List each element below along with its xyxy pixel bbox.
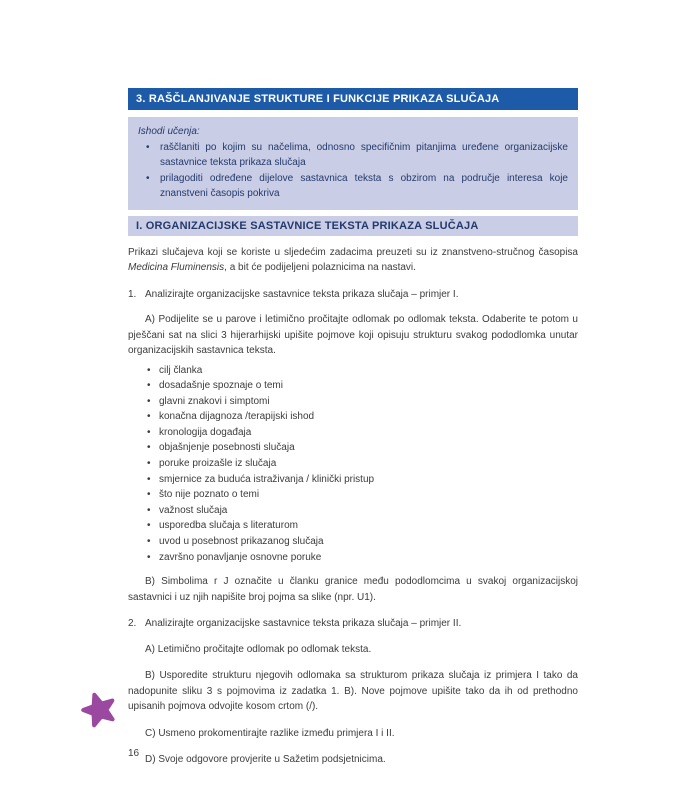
task-1-number: 1. (128, 288, 137, 300)
list-item: • prilagoditi određene dijelove sastavnica teksta s obzirom na područje interesa koje znanstveni časopis pokriva (138, 171, 568, 202)
list-item: • objašnjenje posebnosti slučaja (128, 440, 578, 456)
intro-text-after: , a bit će podijeljeni polaznicima na nastavi. (224, 262, 416, 273)
task-2-step-c: C) Usmeno prokomentirajte razlike između primjera I i II. (145, 727, 395, 739)
task-1-terms-list (128, 363, 578, 566)
page-content (128, 88, 578, 779)
list-item: • važnost slučaja (128, 503, 578, 519)
task-2-title: Analizirajte organizacijske sastavnice teksta prikaza slučaja – primjer II. (145, 618, 462, 630)
learning-outcomes-heading: Ishodi učenja: (138, 126, 200, 137)
list-item: • raščlaniti po kojim su načelima, odnosno specifičnim pitanjima uređene organizacijske sastavnice teksta prikaza slučaja (138, 140, 568, 171)
star-icon (80, 690, 118, 728)
list-item: • smjernice za buduća istraživanja / klinički pristup (128, 472, 578, 488)
task-1-title: Analizirajte organizacijske sastavnice teksta prikaza slučaja – primjer I. (145, 288, 459, 300)
list-item: • usporedba slučaja s literaturom (128, 518, 578, 534)
task-2-title-row (128, 616, 578, 632)
list-item: • kronologija događaja (128, 425, 578, 441)
task-2-step-b: B) Usporedite strukturu njegovih odlomaka sa strukturom prikaza slučaja iz primjera I tako da nadopunite sliku 3 s pojmovima iz zadatka 1. B). Nove pojmove upišite tako da ih od prethodno upisanih pojmova odvojite kosom crtom (/). (128, 670, 578, 713)
section-title: I. ORGANIZACIJSKE SASTAVNICE TEKSTA PRIKAZA SLUČAJA (136, 219, 479, 232)
list-item: • glavni znakovi i simptomi (128, 394, 578, 410)
task-2-step-d: D) Svoje odgovore provjerite u Sažetim podsjetnicima. (145, 754, 386, 766)
chapter-title: 3. RAŠČLANJIVANJE STRUKTURE I FUNKCIJE PRIKAZA SLUČAJA (136, 93, 500, 105)
task-1-title-row (128, 287, 578, 303)
intro-text-before: Prikazi slučajeva koji se koriste u sljedećim zadacima preuzeti su iz znanstveno-stručnog časopisa (128, 246, 578, 258)
list-item: • cilj članka (128, 363, 578, 379)
task-2-step-a: A) Letimično pročitajte odlomak po odlomak teksta. (145, 643, 372, 655)
learning-outcomes-box (128, 117, 578, 210)
list-item: • dosadašnje spoznaje o temi (128, 378, 578, 394)
list-item: • uvod u posebnost prikazanog slučaja (128, 534, 578, 550)
learning-outcomes-list (138, 140, 568, 202)
task-1-step-b: B) Simbolima r J označite u članku granice među pododlomcima u svakoj organizacijskoj sastavnici i uz njih napišite broj pojma sa slike (npr. U1). (128, 576, 578, 603)
list-item: • završno ponavljanje osnovne poruke (128, 550, 578, 566)
list-item: • što nije poznato o temi (128, 487, 578, 503)
page-number: 16 (128, 748, 140, 759)
intro-paragraph (128, 245, 578, 276)
section-header (128, 216, 578, 236)
task-1-step-a: A) Podijelite se u parove i letimično pročitajte odlomak po odlomak teksta. Odaberite te potom u pješčani sat na slici 3 hijerarhijski upišite pojmove koji opisuju strukturu svakog pododlomka unutar organizacijskih sastavnica teksta. (128, 314, 578, 356)
list-item: • konačna dijagnoza /terapijski ishod (128, 409, 578, 425)
journal-name: Medicina Fluminensis (128, 262, 225, 273)
list-item: • poruke proizašle iz slučaja (128, 456, 578, 472)
chapter-header (128, 88, 578, 110)
task-2-number: 2. (128, 618, 137, 630)
